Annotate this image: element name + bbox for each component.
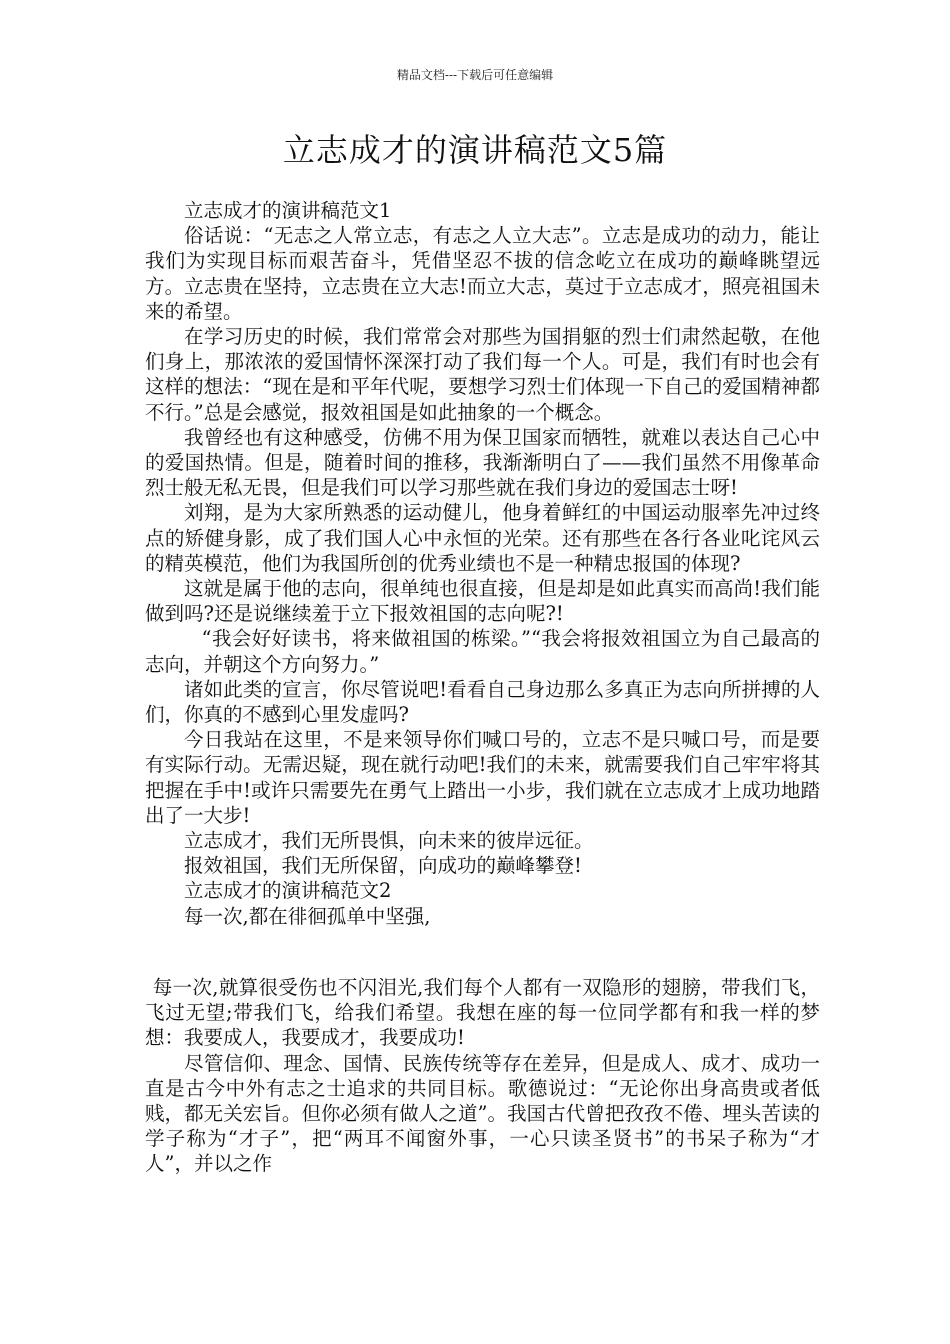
paragraph: 每一次,都在徘徊孤单中坚强,: [184, 904, 431, 928]
paragraph: 刘翔，是为大家所熟悉的运动健儿，他身着鲜红的中国运动服率先冲过终点的矫健身影，成了我们国人心中永恒的光荣。还有那些在各行各业叱诧风云的精英模范，他们为我国所创的优秀业绩也不是一种精忠报国的体现?: [145, 501, 820, 575]
paragraph: 报效祖国，我们无所保留，向成功的巅峰攀登!: [184, 854, 582, 878]
paragraph: 我曾经也有这种感受，仿佛不用为保卫国家而牺牲，就难以表达自己心中的爱国热情。但是，随着时间的推移，我渐渐明白了——我们虽然不用像革命烈士般无私无畏，但是我们可以学习那些就在我们身边的爱国志士呀!: [145, 425, 820, 500]
paragraph: 在学习历史的时候，我们常常会对那些为国捐躯的烈士们肃然起敬，在他们身上，那浓浓的爱国情怀深深打动了我们每一个人。可是，我们有时也会有这样的想法：“现在是和平年代呢，要想学习烈士们体现一下自己的爱国精神都不行。”总是会感觉，报效祖国是如此抽象的一个概念。: [145, 325, 820, 424]
paragraph: 今日我站在这里，不是来领导你们喊口号的，立志不是只喊口号，而是要有实际行动。无需迟疑，现在就行动吧!我们的未来，就需要我们自己牢牢将其把握在手中!或许只需要先在勇气上踏出一小步，我们就在立志成才上成功地踏出了一大步!: [145, 728, 820, 827]
paragraph: 诸如此类的宣言，你尽管说吧!看看自己身边那么多真正为志向所拼搏的人们，你真的不感到心里发虚吗?: [145, 677, 820, 727]
paragraph: 俗话说：“无志之人常立志，有志之人立大志”。立志是成功的动力，能让我们为实现目标而艰苦奋斗，凭借坚忍不拔的信念屹立在成功的巅峰眺望远方。立志贵在坚持，立志贵在立大志!而立大志，莫过于立志成才，照亮祖国未来的希望。: [145, 224, 820, 323]
section-heading: 立志成才的演讲稿范文1: [184, 199, 392, 222]
paragraph: 立志成才，我们无所畏惧，向未来的彼岸远征。: [184, 829, 594, 853]
paragraph: 每一次,就算很受伤也不闪泪光,我们每个人都有一双隐形的翅膀，带我们飞，飞过无望;带我们飞，给我们希望。我想在座的每一位同学都有和我一样的梦想：我要成人，我要成才，我要成功!: [145, 975, 820, 1050]
paragraph: 尽管信仰、理念、国情、民族传统等存在差异，但是成人、成才、成功一直是古今中外有志之士追求的共同目标。歌德说过：“无论你出身高贵或者低贱，都无关宏旨。但你必须有做人之道”。我国古代曾把孜孜不倦、埋头苦读的学子称为“才子”，把“两耳不闻窗外事，一心只读圣贤书”的书呆子称为“才人”，并以之作: [145, 1051, 820, 1176]
paragraph: 这就是属于他的志向，很单纯也很直接，但是却是如此真实而高尚!我们能做到吗?还是说继续羞于立下报效祖国的志向呢?!: [145, 577, 820, 626]
section-heading: 立志成才的演讲稿范文2: [184, 879, 392, 903]
document-title: 立志成才的演讲稿范文5篇: [282, 131, 668, 169]
paragraph: “我会好好读书，将来做祖国的栋梁。”“我会将报效祖国立为自己最高的志向，并朝这个方向努力。”: [145, 627, 820, 676]
document-body: [145, 198, 820, 1177]
page-header: 精品文档---下载后可任意编辑: [396, 68, 554, 82]
blank-gap: [145, 929, 820, 975]
